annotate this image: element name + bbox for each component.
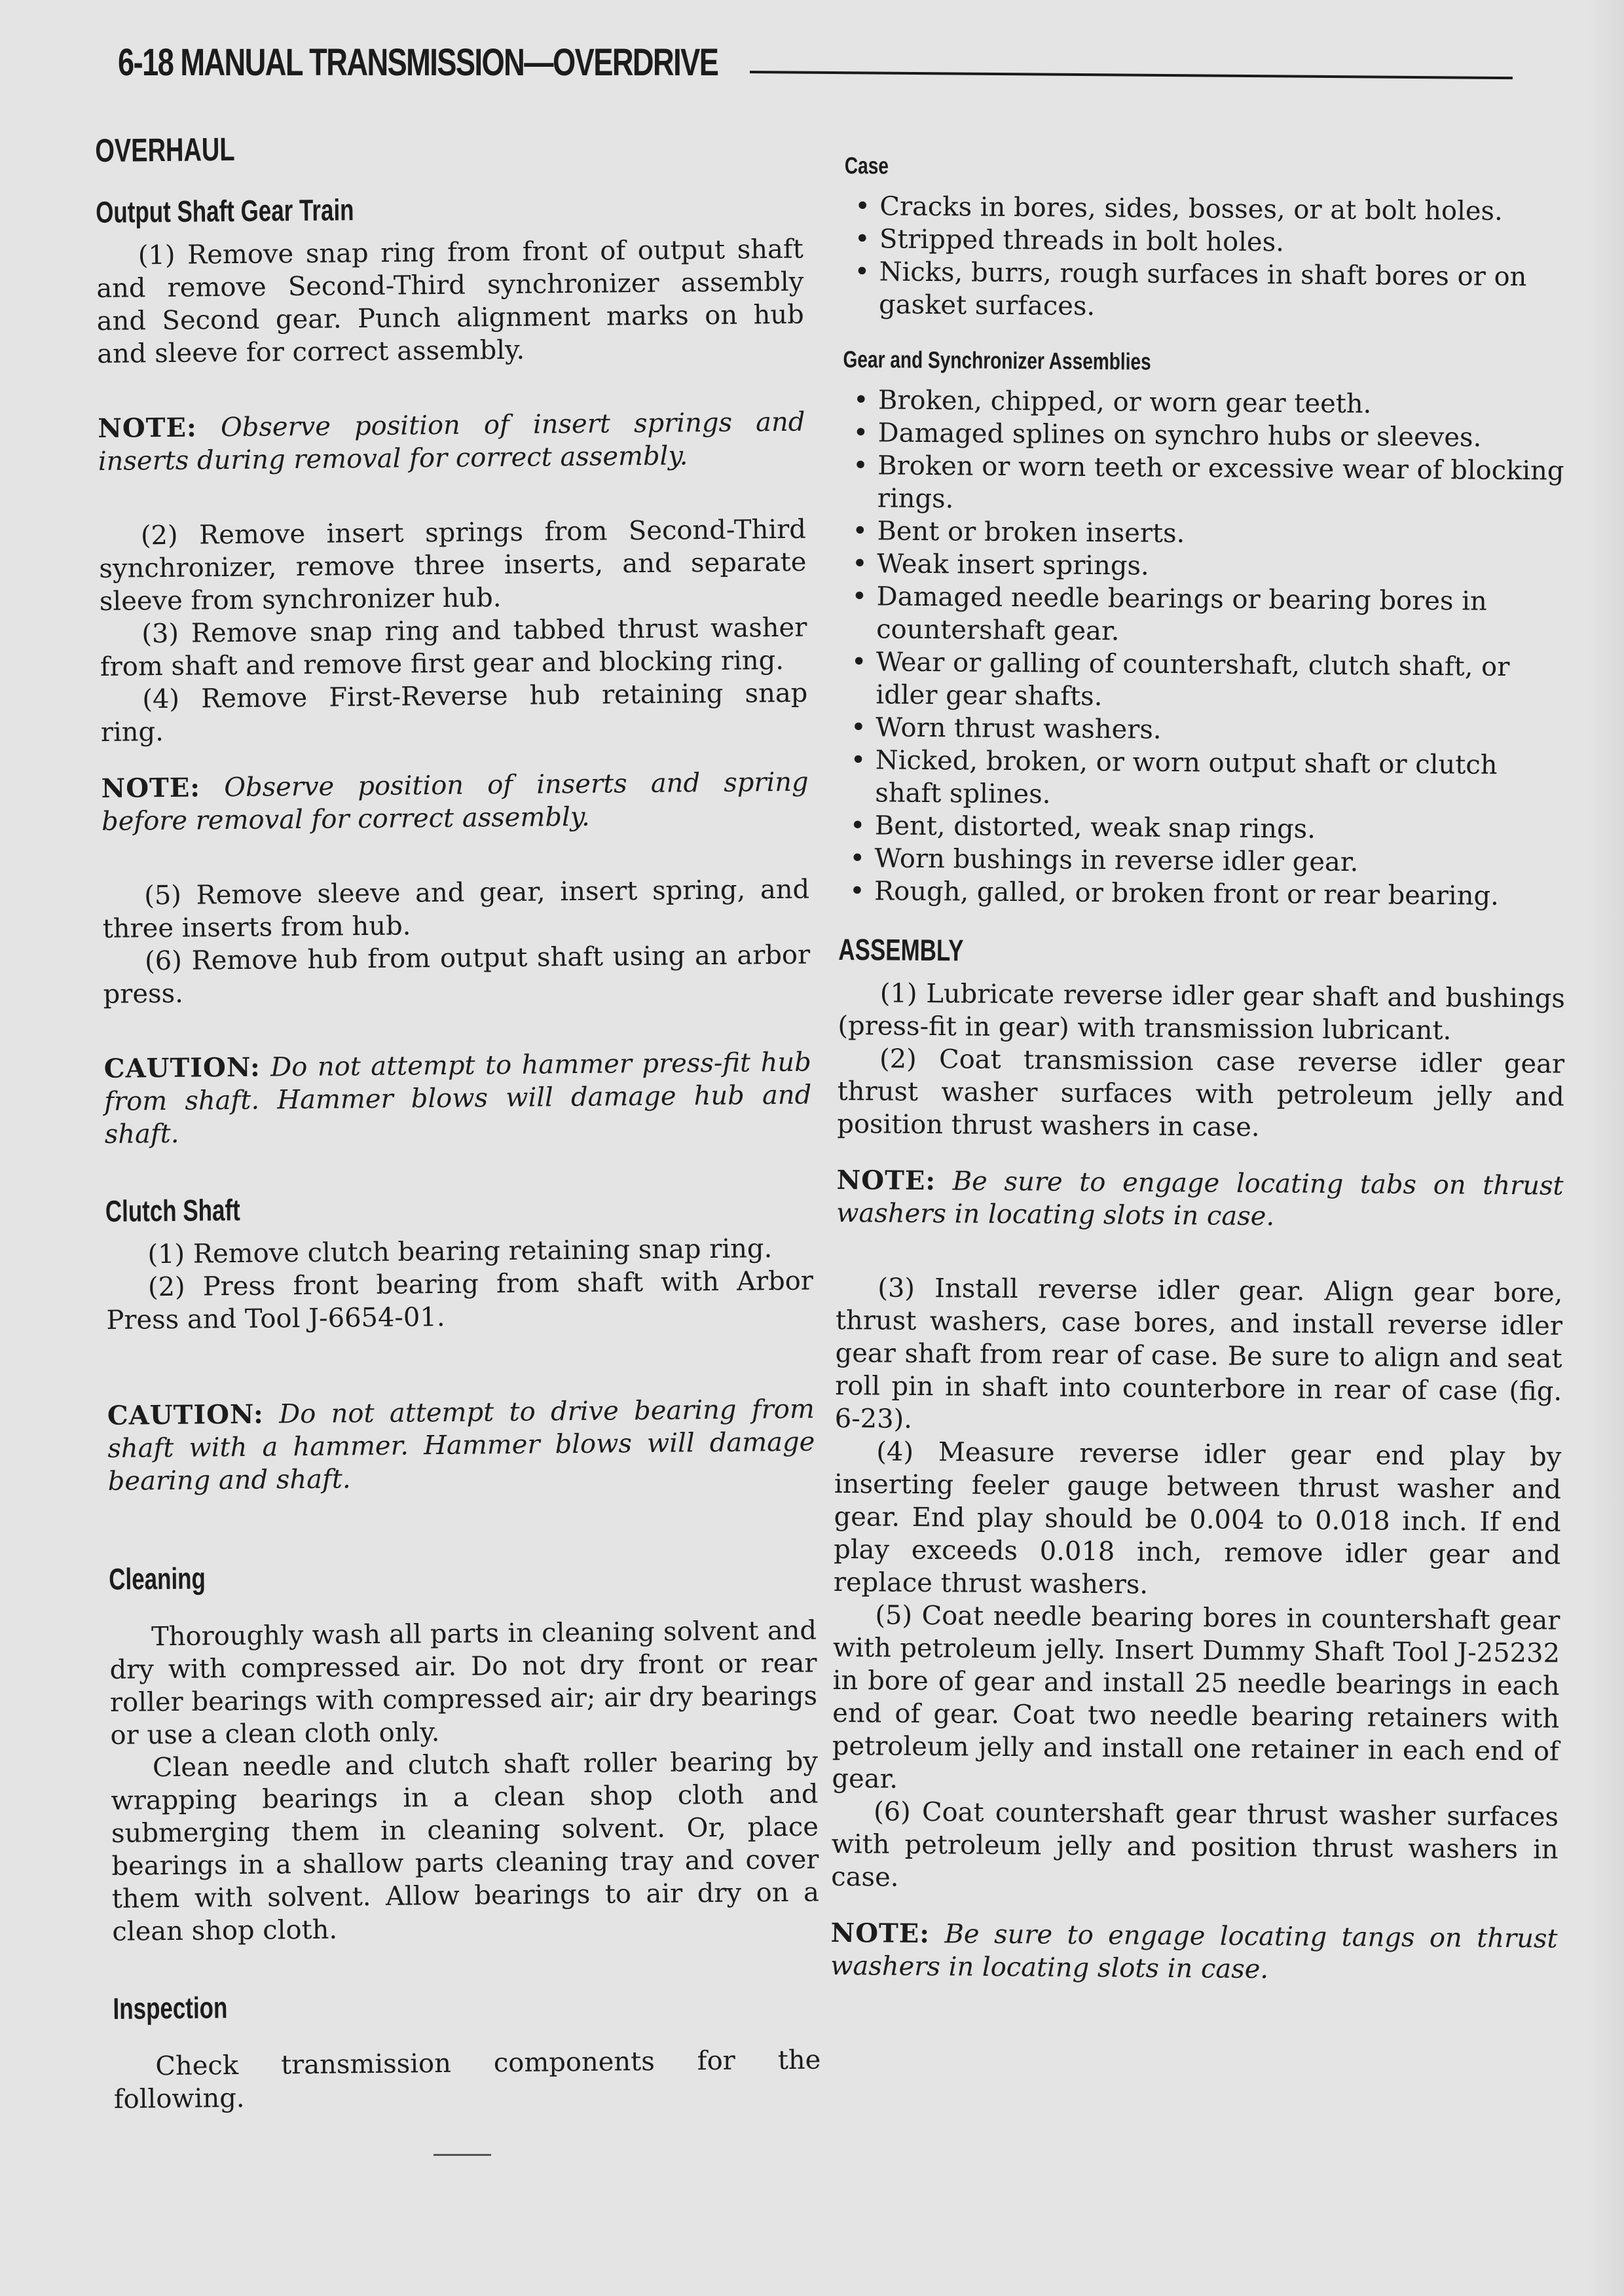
assembly-step-1: (1) Lubricate reverse idler gear shaft and bushings (press-fit in gear) with transmission lubricant.: [838, 978, 1566, 1046]
note-label: NOTE:: [101, 772, 201, 804]
list-item: • Nicked, broken, or worn output shaft or clutch shaft splines.: [840, 744, 1567, 815]
list-item: • Rough, galled, or broken front or rear bearing.: [839, 875, 1566, 913]
output-shaft-step-4: (4) Remove First-Reverse hub retaining snap ring.: [100, 678, 808, 748]
clutch-shaft-heading: Clutch Shaft: [105, 1192, 240, 1228]
assembly-step-2: (2) Coat transmission case reverse idler gear thrust washer surfaces with petroleum jelly and position thrust washers in case.: [837, 1044, 1565, 1143]
caution-text: Do not attempt to hammer press-fit hub from shaft. Hammer blows will damage hub and shaft.: [104, 1047, 812, 1150]
note-text: Observe position of inserts and spring before removal for correct assembly.: [101, 767, 809, 837]
caution-label: CAUTION:: [103, 1051, 261, 1084]
clutch-shaft-caution: [107, 1393, 815, 1498]
note-text: Be sure to engage locating tangs on thrust washers in locating slots in case.: [830, 1919, 1558, 1985]
case-list: [843, 190, 1572, 327]
list-item: • Broken or worn teeth or excessive wear of blocking rings.: [842, 449, 1570, 520]
list-item: • Bent, distorted, weak snap rings.: [840, 809, 1566, 848]
note-label: NOTE:: [836, 1164, 936, 1197]
note-label: NOTE:: [98, 412, 198, 444]
list-item: • Nicks, burrs, rough surfaces in shaft bores or on gasket surfaces.: [843, 255, 1571, 327]
note-label: NOTE:: [830, 1917, 931, 1950]
caution-label: CAUTION:: [107, 1398, 265, 1431]
output-shaft-step-6: (6) Remove hub from output shaft using an arbor press.: [103, 939, 811, 1010]
list-item: • Stripped threads in bolt holes.: [844, 223, 1571, 261]
output-shaft-heading: Output Shaft Gear Train: [95, 192, 354, 229]
list-item: • Cracks in bores, sides, bosses, or at bolt holes.: [844, 190, 1571, 228]
output-shaft-note-2: [101, 766, 809, 838]
note-text: Observe position of insert springs and inserts during removal for correct assembly.: [98, 407, 805, 477]
clutch-shaft-step-2: (2) Press front bearing from shaft with Arbor Press and Tool J-6654-01.: [106, 1266, 814, 1336]
output-shaft-step-5: (5) Remove sleeve and gear, insert spring, and three inserts from hub.: [102, 874, 810, 944]
list-item: • Damaged needle bearings or bearing bores in countershaft gear.: [841, 580, 1568, 651]
assembly-note-1: [836, 1164, 1564, 1235]
footer-rule: [434, 2154, 491, 2156]
list-item: • Weak insert springs.: [841, 547, 1568, 586]
case-heading: Case: [844, 151, 889, 179]
header-rule: [750, 71, 1513, 79]
assembly-step-3: (3) Install reverse idler gear. Align gear bore, thrust washers, case bores, and install reverse idler gear shaft from rear of case. Be sure to align and seat roll pin in shaft into counterbore in rear of case (fig. 6-23).: [834, 1273, 1563, 1434]
list-item: • Worn bushings in reverse idler gear.: [839, 842, 1566, 881]
page-edge-shadow: [1585, 0, 1624, 2296]
right-column: [830, 151, 1572, 1988]
list-item: • Bent or broken inserts.: [841, 515, 1568, 553]
assembly-step-6: (6) Coat countershaft gear thrust washer surfaces with petroleum jelly and position thrust washers in case.: [831, 1796, 1559, 1893]
list-item: • Broken, chipped, or worn gear teeth.: [843, 384, 1570, 422]
cleaning-paragraph-2: Clean needle and clutch shaft roller bearing by wrapping bearings in a clean shop cloth and submerging them in cleaning solvent. Or, place bearings in a shallow parts cleaning tray and cover them with solvent. Allow bearings to air dry on a clean shop cloth.: [111, 1746, 820, 1947]
inspection-heading: Inspection: [113, 1990, 228, 2026]
assembly-step-5: (5) Coat needle bearing bores in countershaft gear with petroleum jelly. Insert Dummy Shaft Tool J-25232 in bore of gear and install 25 needle bearings in each end of gear. Coat two needle bearing retainers with petroleum jelly and install one retainer in each end of gear.: [832, 1600, 1560, 1795]
cleaning-heading: Cleaning: [108, 1561, 206, 1596]
left-column: [95, 124, 821, 2116]
assembly-step-4: (4) Measure reverse idler gear end play by inserting feeler gauge between thrust washer and gear. End play should be 0.004 to 0.018 inch. If end play exceeds 0.018 inch, remove idler gear and replace thrust washers.: [833, 1436, 1562, 1600]
output-shaft-caution: [104, 1046, 812, 1151]
page-header: [118, 41, 1559, 93]
gear-sync-heading: Gear and Synchronizer Assemblies: [843, 345, 1151, 375]
output-shaft-note-1: [98, 406, 805, 478]
page-title: 6-18 MANUAL TRANSMISSION—OVERDRIVE: [118, 41, 718, 84]
assembly-note-2: [830, 1917, 1558, 1988]
clutch-shaft-step-1: (1) Remove clutch bearing retaining snap ring.: [147, 1233, 773, 1270]
output-shaft-step-3: (3) Remove snap ring and tabbed thrust washer from shaft and remove first gear and blocking ring.: [100, 612, 807, 682]
caution-text: Do not attempt to drive bearing from shaft with a hammer. Hammer blows will damage bearing and shaft.: [107, 1394, 815, 1497]
output-shaft-step-1: (1) Remove snap ring from front of output shaft and remove Second-Third synchronizer assembly and Second gear. Punch alignment marks on hub and sleeve for correct assembly.: [96, 234, 804, 369]
assembly-heading: ASSEMBLY: [838, 932, 964, 968]
list-item: • Worn thrust washers.: [840, 711, 1567, 750]
list-item: • Damaged splines on synchro hubs or sleeves.: [842, 416, 1569, 455]
gear-sync-list: [839, 384, 1570, 913]
note-text: Be sure to engage locating tabs on thrust washers in locating slots in case.: [836, 1166, 1564, 1232]
inspection-paragraph: Check transmission components for the following.: [113, 2045, 821, 2115]
list-item: • Wear or galling of countershaft, clutch shaft, or idler gear shafts.: [840, 646, 1568, 717]
output-shaft-step-2: (2) Remove insert springs from Second-Third synchronizer, remove three inserts, and separate sleeve from synchronizer hub.: [99, 514, 807, 617]
overhaul-heading: OVERHAUL: [95, 130, 235, 169]
cleaning-paragraph-1: Thoroughly wash all parts in cleaning solvent and dry with compressed air. Do not dry front or rear roller bearings with compressed air; air dry bearings or use a clean cloth only.: [109, 1615, 818, 1751]
